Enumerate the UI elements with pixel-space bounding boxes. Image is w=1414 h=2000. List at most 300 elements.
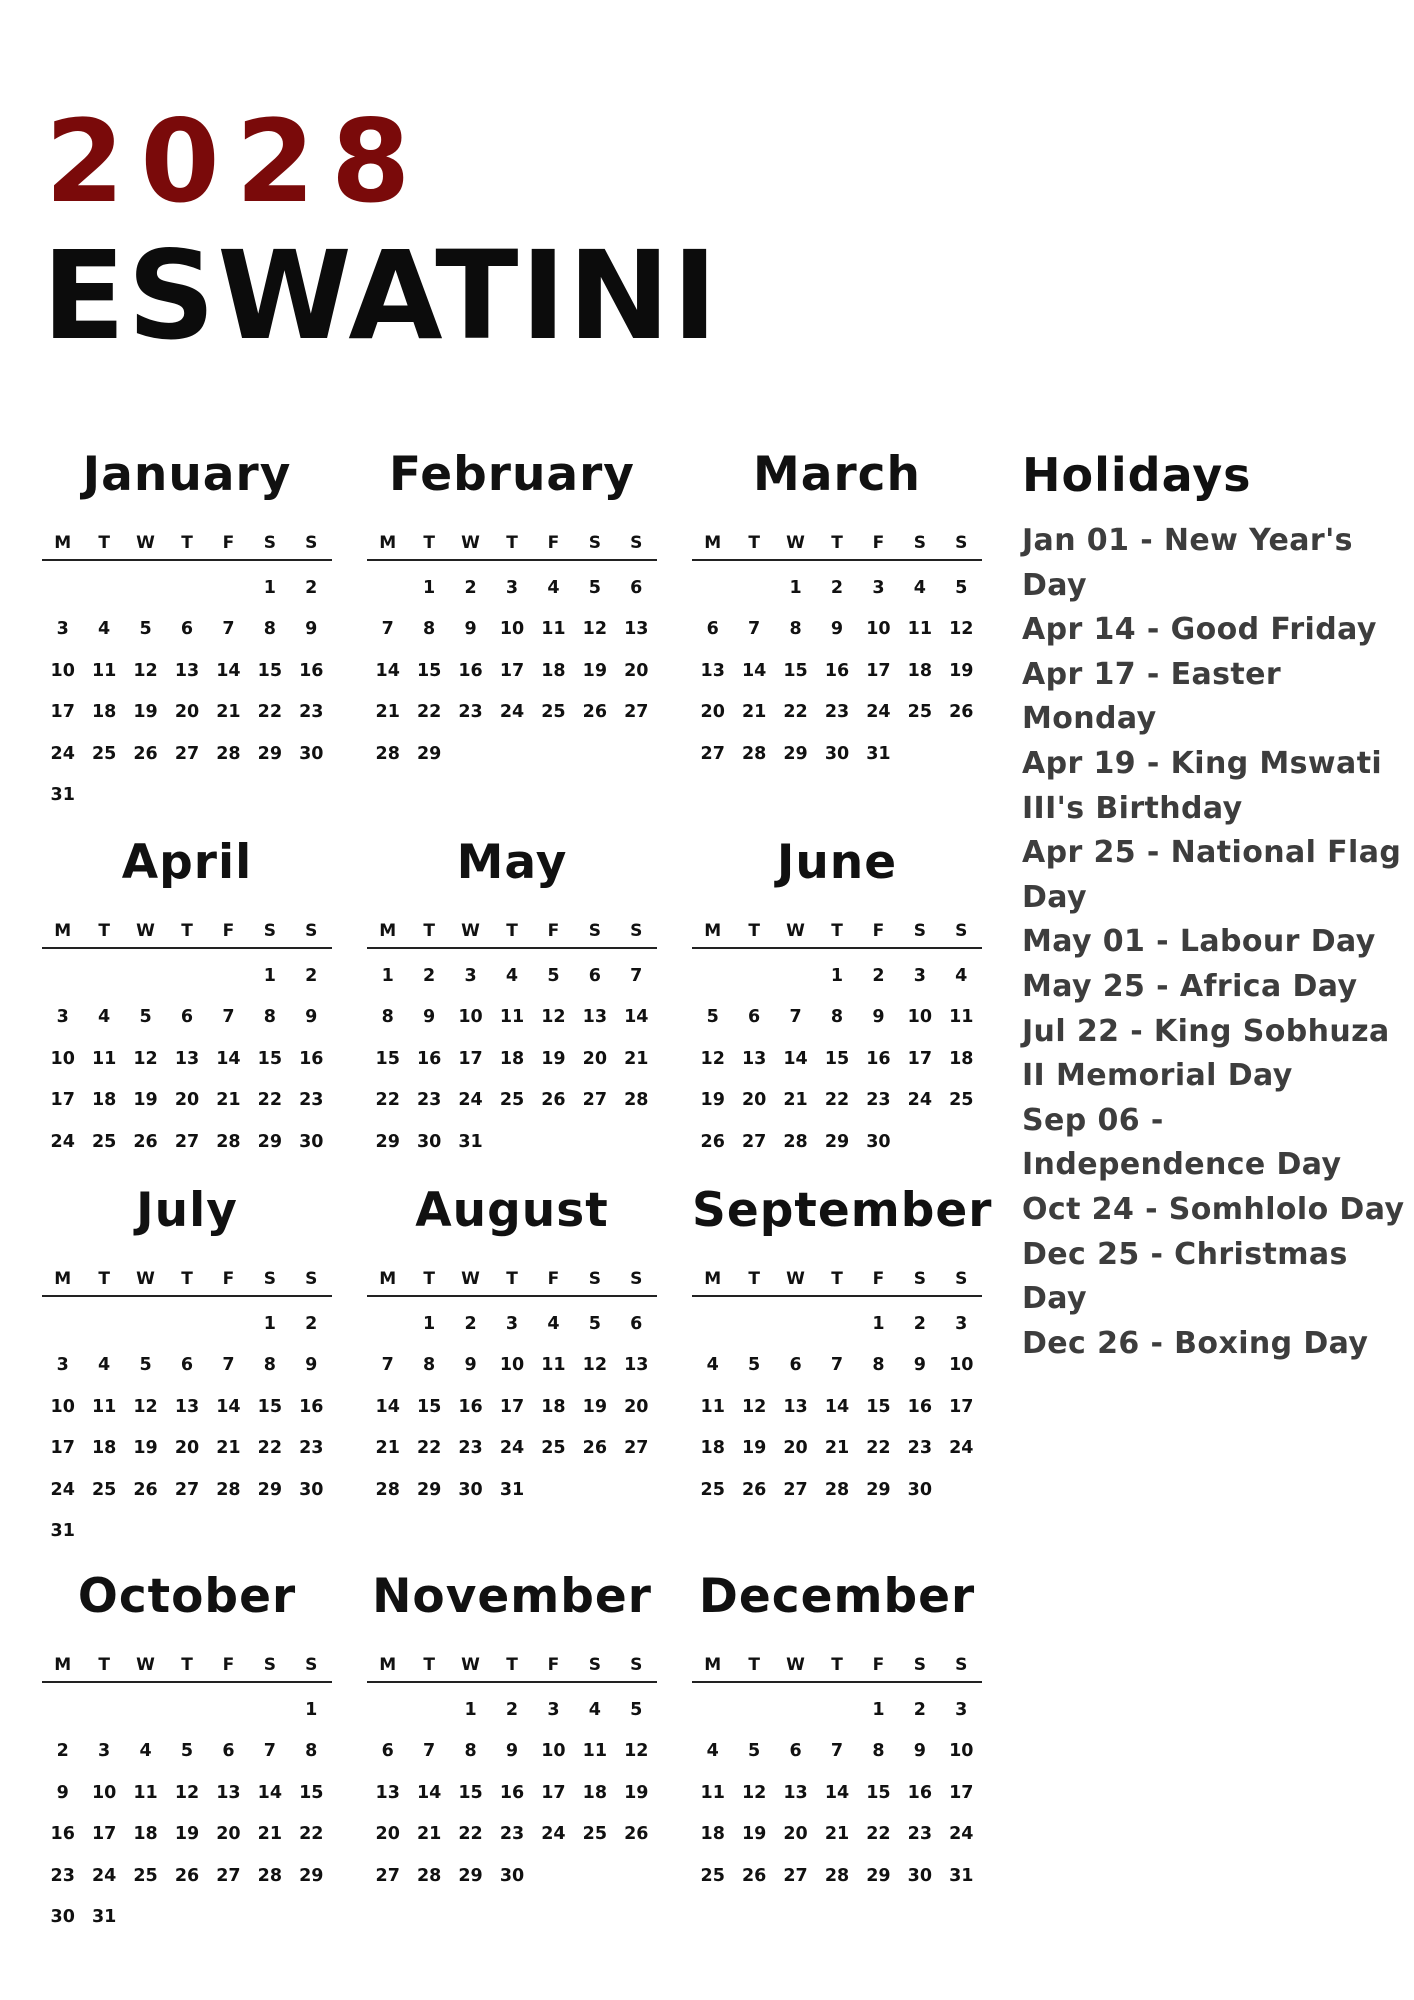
day-cell: 30 [907,1479,933,1500]
day-cell: 26 [133,1479,158,1500]
day-cell: 25 [541,1438,566,1459]
day-cell: 28 [216,743,241,764]
weekday-label: S [263,533,276,553]
day-cell: 19 [133,702,158,723]
day-cell: 24 [50,1131,75,1152]
day-cell: 23 [458,1438,483,1459]
day-cell: 2 [464,1313,477,1334]
day-cell: 8 [872,1355,885,1376]
day-cell: 4 [139,1741,152,1762]
weekday-label: T [181,1655,193,1675]
month-title: February [389,447,635,502]
day-cell: 7 [830,1741,844,1762]
day-cell: 25 [91,743,117,764]
day-cell: 27 [582,1090,608,1111]
day-cell: 18 [91,702,117,723]
day-cell: 27 [174,1131,200,1152]
weekday-label: M [54,921,72,941]
day-cell: 6 [381,1741,394,1762]
month-title: May [456,835,568,890]
day-cell: 9 [305,1007,318,1028]
day-cell: 3 [56,1007,69,1028]
day-cell: 10 [499,619,525,640]
holiday-item: Apr 17 - Easter Monday [1022,656,1282,737]
month-september [692,1181,993,1511]
day-cell: 29 [375,1131,400,1152]
weekday-label: F [872,1655,885,1675]
day-cell: 7 [423,1741,436,1762]
weekday-label: S [588,1655,601,1675]
month-june [692,833,982,1163]
day-cell: 17 [541,1782,566,1803]
day-cell: 17 [499,1396,525,1417]
day-cell: 10 [458,1007,483,1028]
day-cell: 23 [907,1438,933,1459]
day-cell: 17 [91,1824,117,1845]
day-cell: 22 [866,1824,891,1845]
day-cell: 4 [98,1355,111,1376]
day-cell: 28 [375,743,400,764]
day-cell: 12 [582,1355,608,1376]
weekday-label: S [913,1269,926,1289]
weekday-label: S [955,921,968,941]
weekday-label: T [506,533,518,553]
month-title: July [136,1183,238,1238]
day-cell: 25 [700,1865,725,1886]
weekday-label: S [955,533,968,553]
day-cell: 1 [305,1699,318,1720]
day-cell: 1 [263,1313,276,1334]
day-cell: 16 [50,1824,75,1845]
day-cell: 6 [706,619,719,640]
day-cell: 19 [741,1438,767,1459]
day-cell: 28 [257,1865,283,1886]
day-cell: 30 [50,1907,75,1928]
day-cell: 24 [458,1090,483,1111]
day-cell: 6 [630,1313,643,1334]
day-cell: 13 [783,1396,808,1417]
day-cell: 3 [955,1699,968,1720]
day-cell: 28 [824,1865,850,1886]
day-cell: 28 [216,1479,241,1500]
day-cell: 14 [216,660,241,681]
day-cell: 23 [907,1824,933,1845]
day-cell: 21 [416,1824,442,1845]
weekday-label: S [630,1655,643,1675]
holiday-item: May 01 - Labour Day [1022,924,1376,960]
day-cell: 24 [949,1824,974,1845]
day-cell: 4 [98,1007,111,1028]
day-cell: 23 [499,1824,525,1845]
day-cell: 12 [741,1396,767,1417]
day-cell: 13 [174,1396,200,1417]
day-cell: 5 [955,577,968,598]
month-title: January [82,447,292,502]
day-cell: 13 [216,1782,241,1803]
month-title: December [698,1569,976,1624]
day-cell: 30 [299,1479,324,1500]
day-cell: 7 [630,965,643,986]
day-cell: 22 [824,1090,850,1111]
day-cell: 8 [263,1355,276,1376]
weekday-label: S [305,921,318,941]
day-cell: 1 [381,965,394,986]
weekday-label: T [181,1269,193,1289]
weekday-label: F [872,1269,885,1289]
day-cell: 19 [624,1782,649,1803]
day-cell: 23 [299,1090,324,1111]
month-october [42,1567,332,1938]
day-cell: 9 [56,1782,69,1803]
holidays-title: Holidays [1022,448,1252,502]
day-cell: 29 [416,1479,442,1500]
weekday-label: S [955,1655,968,1675]
day-cell: 27 [624,702,649,723]
day-cell: 15 [824,1048,850,1069]
weekday-label: W [461,1269,480,1289]
day-cell: 11 [907,619,933,640]
day-cell: 30 [824,743,850,764]
day-cell: 2 [56,1741,69,1762]
weekday-label: T [98,1655,110,1675]
day-cell: 18 [541,1396,566,1417]
day-cell: 2 [872,965,885,986]
day-cell: 14 [783,1048,808,1069]
day-cell: 3 [464,965,477,986]
month-may [367,833,657,1163]
day-cell: 8 [305,1741,318,1762]
day-cell: 12 [624,1741,649,1762]
day-cell: 24 [91,1865,117,1886]
day-grid [367,1689,657,1897]
weekday-label: T [506,1269,518,1289]
day-cell: 16 [907,1396,933,1417]
day-cell: 12 [174,1782,200,1803]
weekday-label: T [831,921,843,941]
day-grid [692,1689,982,1897]
day-cell: 31 [949,1865,974,1886]
day-cell: 16 [416,1048,442,1069]
weekday-label: M [54,1269,72,1289]
day-cell: 30 [299,743,324,764]
weekday-label: S [263,1655,276,1675]
weekday-header [692,915,982,949]
day-cell: 9 [913,1741,926,1762]
weekday-header [692,527,982,561]
day-cell: 16 [499,1782,525,1803]
day-cell: 12 [541,1007,566,1028]
day-cell: 25 [499,1090,525,1111]
day-cell: 11 [91,1048,117,1069]
day-cell: 14 [416,1782,442,1803]
day-cell: 3 [505,1313,519,1334]
weekday-label: T [181,921,193,941]
day-cell: 27 [174,1479,200,1500]
day-cell: 8 [789,619,802,640]
weekday-label: F [547,921,560,941]
day-cell: 22 [416,1438,442,1459]
day-cell: 14 [375,660,400,681]
holiday-item: Dec 26 - Boxing Day [1022,1325,1369,1361]
day-cell: 3 [547,1699,560,1720]
day-cell: 18 [907,660,933,681]
weekday-label: F [222,1269,235,1289]
weekday-label: T [748,1269,760,1289]
weekday-header [367,1263,657,1297]
day-cell: 19 [700,1090,725,1111]
holiday-item: Sep 06 - Independence Day [1022,1102,1342,1183]
weekday-label: S [263,1269,276,1289]
day-cell: 25 [91,1479,117,1500]
day-cell: 11 [949,1007,974,1028]
holiday-item: Apr 19 - King Mswati III's Birthday [1022,745,1383,826]
day-cell: 27 [783,1865,808,1886]
day-cell: 1 [872,1699,885,1720]
weekday-label: T [831,1655,843,1675]
holiday-item: Oct 24 - Somhlolo Day [1022,1191,1405,1227]
day-cell: 21 [624,1048,649,1069]
day-cell: 6 [180,1007,194,1028]
day-cell: 15 [783,660,808,681]
day-grid [367,955,657,1163]
day-cell: 9 [872,1007,885,1028]
day-cell: 14 [216,1396,241,1417]
day-cell: 13 [624,619,649,640]
day-cell: 30 [299,1131,324,1152]
day-cell: 4 [98,619,111,640]
day-cell: 29 [257,743,283,764]
weekday-label: M [54,1655,72,1675]
weekday-label: S [955,1269,968,1289]
day-cell: 29 [824,1131,850,1152]
day-cell: 21 [375,1438,400,1459]
day-cell: 28 [375,1479,400,1500]
day-cell: 6 [180,1355,194,1376]
day-cell: 18 [700,1824,725,1845]
day-cell: 24 [499,1438,525,1459]
day-cell: 1 [423,1313,436,1334]
day-cell: 21 [824,1824,850,1845]
day-cell: 17 [499,660,525,681]
day-cell: 21 [741,702,767,723]
day-cell: 24 [50,743,75,764]
day-cell: 9 [305,1355,318,1376]
day-cell: 22 [375,1090,400,1111]
day-cell: 10 [499,1355,525,1376]
day-cell: 2 [305,1313,318,1334]
month-title: November [372,1569,652,1624]
day-cell: 24 [907,1090,933,1111]
day-cell: 14 [216,1048,241,1069]
day-cell: 4 [505,965,519,986]
day-cell: 26 [624,1824,649,1845]
month-february [367,445,657,775]
day-cell: 20 [624,660,649,681]
day-cell: 4 [955,965,968,986]
weekday-header [367,1649,657,1683]
day-cell: 11 [700,1782,725,1803]
day-cell: 29 [257,1479,283,1500]
weekday-label: W [136,1655,155,1675]
weekday-label: S [913,921,926,941]
day-cell: 18 [541,660,566,681]
day-cell: 5 [706,1007,719,1028]
day-cell: 21 [216,1090,241,1111]
day-cell: 5 [139,1355,152,1376]
month-january [42,445,332,816]
weekday-label: W [461,921,480,941]
day-cell: 15 [866,1396,891,1417]
day-cell: 1 [872,1313,885,1334]
day-cell: 4 [547,577,560,598]
weekday-header [692,1263,982,1297]
day-cell: 11 [133,1782,158,1803]
day-cell: 17 [50,1438,75,1459]
weekday-label: S [913,533,926,553]
day-cell: 17 [907,1048,933,1069]
day-cell: 10 [907,1007,933,1028]
weekday-label: S [305,533,318,553]
weekday-label: F [872,921,885,941]
day-cell: 3 [56,1355,69,1376]
holidays-panel [1022,445,1407,1366]
day-cell: 16 [824,660,850,681]
day-cell: 9 [505,1741,519,1762]
day-cell: 24 [50,1479,75,1500]
day-cell: 28 [416,1865,442,1886]
weekday-label: T [748,1655,760,1675]
day-cell: 16 [299,1048,324,1069]
day-cell: 22 [257,702,283,723]
day-cell: 6 [222,1741,235,1762]
day-cell: 25 [541,702,566,723]
weekday-label: W [786,921,805,941]
day-cell: 26 [741,1479,767,1500]
weekday-label: W [136,533,155,553]
weekday-label: T [748,533,760,553]
day-cell: 30 [416,1131,442,1152]
weekday-label: T [98,921,110,941]
weekday-label: F [222,533,235,553]
weekday-label: T [831,533,843,553]
weekday-label: F [547,533,560,553]
weekday-label: F [872,533,885,553]
day-cell: 5 [748,1355,761,1376]
month-july [42,1181,332,1552]
day-cell: 19 [133,1438,158,1459]
day-cell: 18 [91,1090,117,1111]
day-cell: 2 [305,965,318,986]
month-december [692,1567,982,1897]
day-cell: 19 [741,1824,767,1845]
day-cell: 27 [741,1131,767,1152]
weekday-label: T [831,1269,843,1289]
month-title: October [77,1569,297,1624]
weekday-label: M [704,1655,722,1675]
day-cell: 23 [866,1090,891,1111]
day-grid [42,955,332,1163]
day-cell: 3 [505,577,519,598]
day-cell: 28 [824,1479,850,1500]
day-cell: 19 [949,660,974,681]
day-cell: 9 [464,619,477,640]
day-cell: 5 [588,1313,601,1334]
month-march [692,445,982,775]
day-cell: 16 [458,1396,483,1417]
day-cell: 8 [381,1007,394,1028]
day-cell: 3 [955,1313,968,1334]
calendar-year: 2028 [45,95,427,228]
day-cell: 12 [133,660,158,681]
day-cell: 16 [299,660,324,681]
day-cell: 8 [423,619,436,640]
day-cell: 24 [949,1438,974,1459]
day-cell: 19 [582,1396,608,1417]
day-cell: 29 [257,1131,283,1152]
weekday-header [42,1649,332,1683]
day-grid [367,567,657,775]
weekday-header [42,915,332,949]
day-cell: 18 [949,1048,974,1069]
weekday-label: S [588,533,601,553]
day-cell: 11 [91,660,117,681]
day-cell: 23 [416,1090,442,1111]
weekday-label: S [630,921,643,941]
day-cell: 1 [789,577,802,598]
day-cell: 31 [91,1907,117,1928]
day-cell: 6 [748,1007,761,1028]
day-cell: 1 [464,1699,477,1720]
day-cell: 27 [783,1479,808,1500]
weekday-header [367,915,657,949]
day-cell: 15 [257,1396,283,1417]
day-cell: 15 [375,1048,400,1069]
day-cell: 20 [783,1824,808,1845]
day-cell: 30 [866,1131,891,1152]
day-cell: 25 [91,1131,117,1152]
weekday-label: T [423,921,435,941]
day-cell: 29 [458,1865,483,1886]
weekday-label: S [305,1269,318,1289]
day-cell: 22 [299,1824,324,1845]
holiday-item: Apr 25 - National Flag Day [1022,835,1402,915]
day-cell: 2 [913,1699,926,1720]
weekday-header [692,1649,982,1683]
day-cell: 21 [824,1438,850,1459]
day-cell: 9 [423,1007,436,1028]
holiday-item: Dec 25 - Christmas Day [1022,1236,1348,1317]
day-cell: 12 [741,1782,767,1803]
weekday-header [42,1263,332,1297]
day-cell: 29 [866,1865,891,1886]
day-cell: 25 [133,1865,158,1886]
day-grid [692,1303,982,1511]
weekday-label: T [506,1655,518,1675]
day-cell: 24 [866,702,891,723]
day-cell: 13 [582,1007,608,1028]
weekday-label: S [630,1269,643,1289]
weekday-label: T [181,533,193,553]
month-title: April [121,835,253,890]
day-cell: 5 [139,619,152,640]
weekday-label: S [263,921,276,941]
day-cell: 1 [263,577,276,598]
day-cell: 5 [630,1699,643,1720]
day-cell: 22 [257,1090,283,1111]
day-cell: 21 [375,702,400,723]
day-cell: 4 [706,1355,719,1376]
day-cell: 13 [624,1355,649,1376]
